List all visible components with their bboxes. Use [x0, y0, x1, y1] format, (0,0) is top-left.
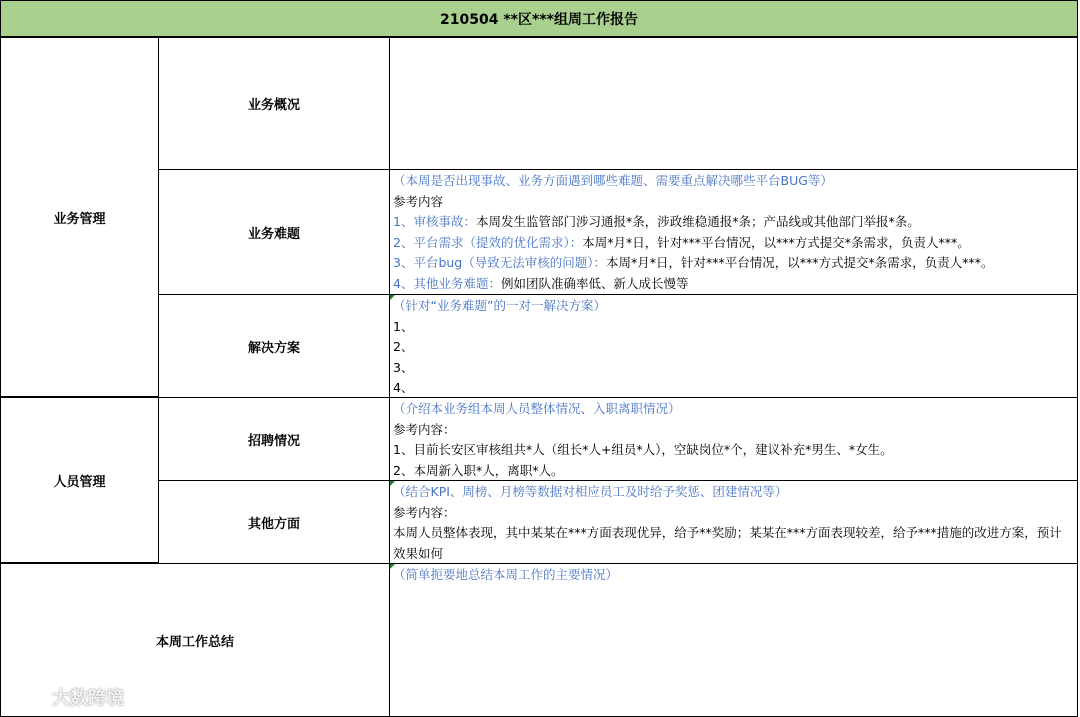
solution-item-1: 1、: [393, 318, 414, 334]
label-problems[interactable]: [158, 169, 390, 295]
label-recruit[interactable]: [158, 397, 390, 481]
solutions-content[interactable]: [389, 294, 1078, 398]
category-business[interactable]: [0, 37, 159, 397]
label-solutions-text: 解决方案: [247, 340, 300, 356]
solution-item-3: 3、: [393, 359, 414, 375]
cell-marker: [390, 481, 395, 486]
category-staff[interactable]: [0, 397, 159, 563]
other-content[interactable]: [389, 480, 1078, 564]
overview-content[interactable]: [389, 37, 1078, 170]
problems-hint: （本周是否出现事故、业务方面遇到哪些难题、需要重点解决哪些平台BUG等）: [393, 173, 833, 188]
problems-ref: 参考内容: [393, 193, 444, 209]
solution-item-2: 2、: [393, 339, 414, 354]
logo-icon: [10, 682, 46, 711]
summary-content[interactable]: [389, 563, 1078, 717]
category-business-label: 业务管理: [53, 211, 106, 227]
problem-item-1: 1、审核事故：本周发生监管部门涉习通报*条，涉政维稳通报*条；产品线或其他部门举报*条。: [393, 214, 920, 229]
label-overview[interactable]: [158, 37, 390, 170]
solution-item-4: 4、: [393, 380, 414, 395]
recruit-ref: 参考内容：: [393, 421, 456, 437]
problem-item-4: 4、其他业务难题：例如团队准确率低、新人成长慢等: [393, 275, 689, 291]
report-title: 210504 **区***组周工作报告: [0, 0, 1078, 37]
problems-content[interactable]: [389, 169, 1078, 295]
problem-item-3: 3、平台bug（导致无法审核的问题）：本周*月*日，针对***平台情况，以***方式提交*条需求，负责人***。: [393, 255, 994, 270]
recruit-hint: （介绍本业务组本周人员整体情况、入职离职情况）: [393, 401, 681, 416]
recruit-content[interactable]: [389, 397, 1078, 481]
solutions-hint: （针对“业务难题”的一对一解决方案）: [393, 298, 606, 313]
label-recruit-text: 招聘情况: [247, 433, 300, 449]
cell-marker: [390, 295, 395, 300]
other-ref: 参考内容：: [393, 504, 456, 520]
watermark: [10, 682, 124, 711]
label-other-text: 其他方面: [247, 516, 300, 532]
problem-item-2: 2、平台需求（提效的优化需求）：本周*月*日，针对***平台情况，以***方式提交*条需求，负责人***。: [393, 234, 970, 250]
summary-hint: （简单扼要地总结本周工作的主要情况）: [393, 567, 619, 582]
label-summary-text: 本周工作总结: [155, 634, 234, 650]
cell-marker: [390, 564, 395, 569]
watermark-text: 大数跨境: [52, 687, 124, 709]
category-staff-label: 人员管理: [53, 474, 106, 490]
recruit-item-2: 2、本周新入职*人，离职*人。: [393, 462, 564, 478]
label-solutions[interactable]: [158, 294, 390, 398]
label-overview-text: 业务概况: [247, 98, 300, 113]
other-hint: （结合KPI、周榜、月榜等数据对相应员工及时给予奖惩、团建情况等）: [393, 484, 788, 499]
label-problems-text: 业务难题: [247, 226, 300, 242]
other-text: 本周人员整体表现，其中某某在***方面表现优异，给予**奖励；某某在***方面表现较差，给予***措施的改进方案，预计效果如何: [393, 525, 1062, 561]
label-other[interactable]: [158, 480, 390, 564]
recruit-item-1: 1、目前长安区审核组共*人（组长*人+组员*人），空缺岗位*个，建议补充*男生、*女生。: [393, 442, 893, 457]
